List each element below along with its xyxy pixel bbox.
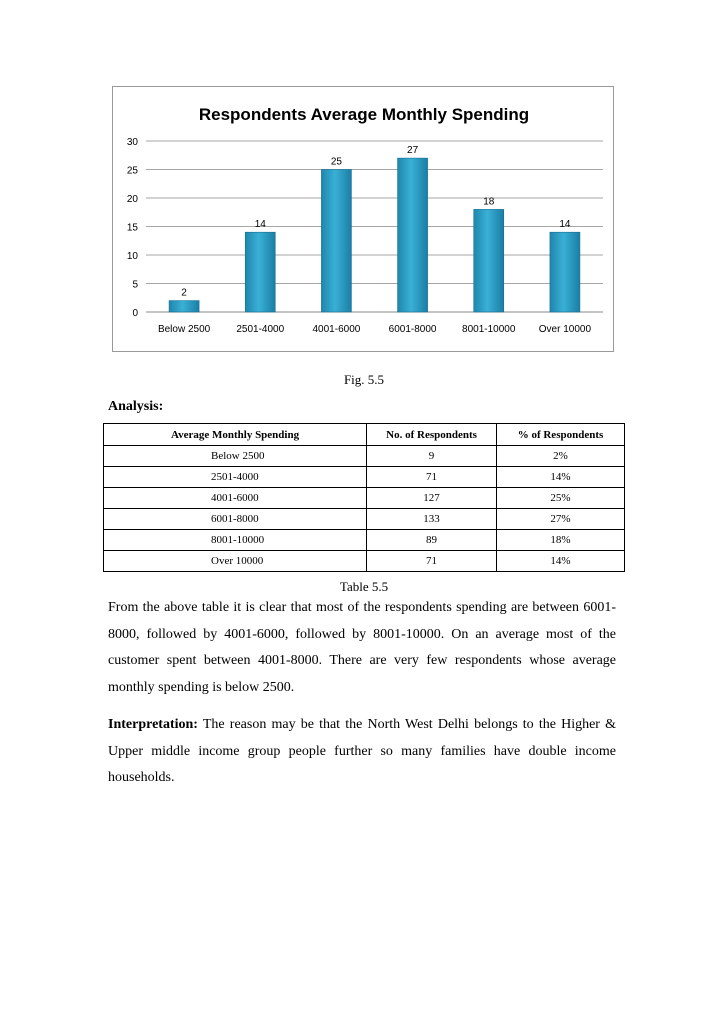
table-cell-percent: 25% [497, 488, 625, 509]
y-tick-label: 0 [132, 308, 138, 319]
interpretation-label: Interpretation: [108, 717, 198, 732]
table-row [104, 446, 625, 467]
bar [398, 158, 428, 312]
table-cell-percent: 2% [497, 446, 625, 467]
table-cell-count: 127 [367, 488, 497, 509]
table-row [104, 488, 625, 509]
data-label: 25 [330, 156, 342, 168]
data-label: 18 [483, 196, 495, 208]
table-row [104, 509, 625, 530]
data-label: 14 [254, 219, 266, 231]
data-label: 27 [407, 145, 419, 157]
x-tick-label: 8001-10000 [462, 324, 516, 335]
y-tick-label: 10 [126, 251, 138, 262]
y-tick-label: 25 [126, 165, 138, 177]
y-tick-label: 20 [126, 194, 138, 205]
bar [550, 232, 580, 312]
table-cell-percent: 14% [497, 467, 625, 488]
x-tick-label: 4001-6000 [312, 324, 361, 335]
bar [474, 209, 504, 312]
x-tick-label: 2501-4000 [236, 324, 285, 335]
table-cell-percent: 14% [497, 551, 625, 572]
table-cell-count: 9 [367, 446, 497, 467]
table-header-row [104, 424, 625, 446]
bar [245, 232, 275, 312]
data-label: 14 [559, 219, 571, 231]
table-header-cell: Average Monthly Spending [104, 424, 367, 446]
table-header-cell: No. of Respondents [367, 424, 497, 446]
table-cell-count: 89 [367, 530, 497, 551]
x-tick-label: Below 2500 [157, 324, 211, 335]
table-cell-count: 71 [367, 467, 497, 488]
bar [169, 301, 199, 312]
data-label: 2 [181, 287, 187, 299]
bar-chart [113, 87, 615, 353]
table-cell-percent: 18% [497, 530, 625, 551]
table-cell-category: 8001-10000 [104, 530, 367, 551]
table-cell-count: 71 [367, 551, 497, 572]
chart-title: Respondents Average Monthly Spending [198, 105, 530, 124]
table-cell-category: 4001-6000 [104, 488, 367, 509]
analysis-heading: Analysis: [108, 399, 164, 414]
analysis-paragraph: From the above table it is clear that most of the respondents spending are between 6001-8000, followed by 4001-6000, followed by 8001-10000. On an average most of the customer spent between 4001-8000. There are very few respondents whose average monthly spending is below 2500. [108, 600, 616, 695]
table-cell-percent: 27% [497, 509, 625, 530]
bar [321, 170, 351, 313]
y-tick-label: 30 [126, 137, 138, 148]
x-tick-label: 6001-8000 [388, 324, 437, 335]
table-cell-category: 6001-8000 [104, 509, 367, 530]
x-tick-label: Over 10000 [538, 324, 592, 335]
interpretation-paragraph [108, 712, 616, 792]
table-caption: Table 5.5 [339, 579, 389, 594]
table-header-cell: % of Respondents [497, 424, 625, 446]
chart-container [112, 86, 614, 352]
table-cell-category: Over 10000 [104, 551, 367, 572]
table-row [104, 530, 625, 551]
spending-table [103, 423, 625, 572]
table-cell-count: 133 [367, 509, 497, 530]
table-row [104, 467, 625, 488]
table-cell-category: 2501-4000 [104, 467, 367, 488]
table-cell-category: Below 2500 [104, 446, 367, 467]
y-tick-label: 15 [126, 222, 138, 234]
interpretation-text: The reason may be that the North West Delhi belongs to the Higher & Upper middle income group people further so many families have double income households. [108, 717, 617, 785]
figure-caption: Fig. 5.5 [343, 372, 385, 387]
table-row [104, 551, 625, 572]
y-tick-label: 5 [132, 279, 138, 291]
